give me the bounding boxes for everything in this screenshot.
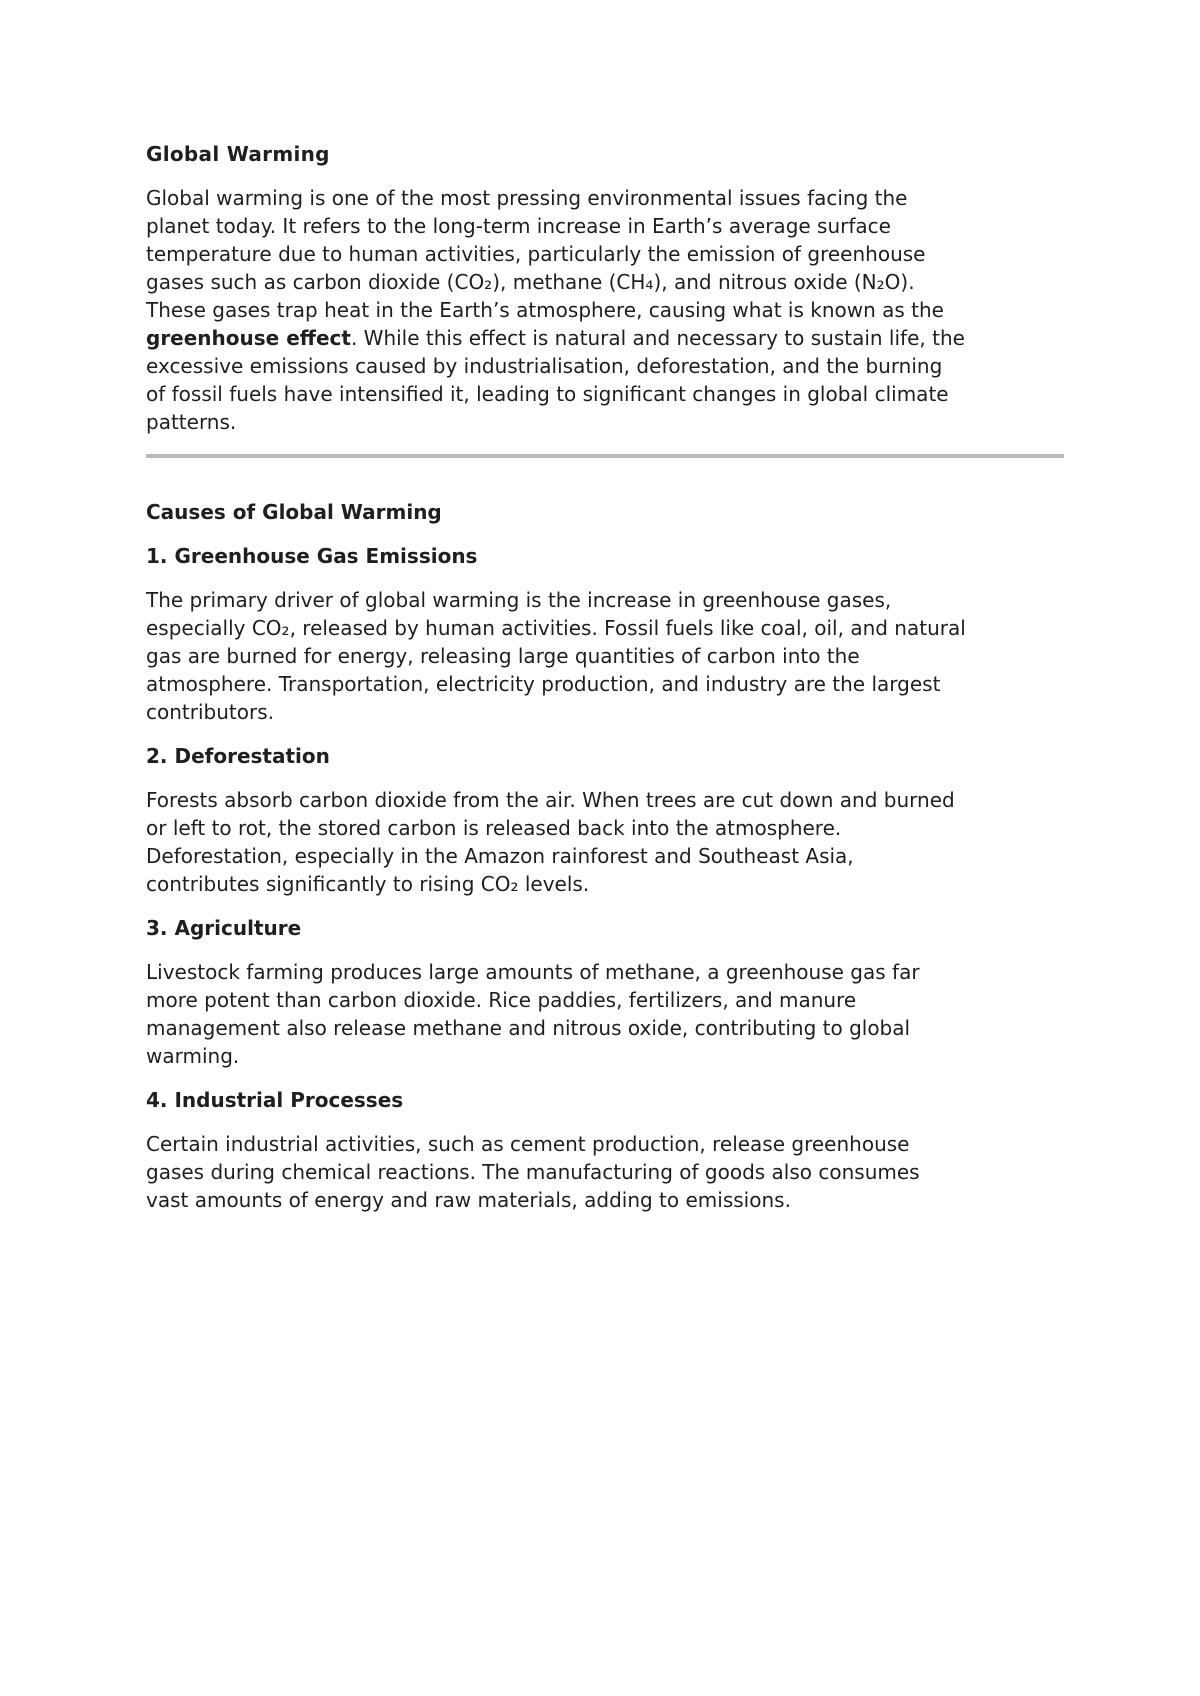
cause-heading: 2. Deforestation <box>146 744 330 768</box>
cause-paragraph <box>146 1130 1066 1214</box>
intro-line: patterns. <box>146 410 237 434</box>
greenhouse-effect-term: greenhouse effect <box>146 326 351 350</box>
cause-line: Livestock farming produces large amounts of methane, a greenhouse gas far <box>146 960 920 984</box>
intro-line-bold <box>146 324 1066 352</box>
cause-line: vast amounts of energy and raw materials, adding to emissions. <box>146 1188 791 1212</box>
cause-line: contributes significantly to rising CO₂ levels. <box>146 872 590 896</box>
cause-line: warming. <box>146 1044 240 1068</box>
cause-section <box>146 742 1066 898</box>
cause-line: gas are burned for energy, releasing large quantities of carbon into the <box>146 644 860 668</box>
intro-line: excessive emissions caused by industrialisation, deforestation, and the burning <box>146 354 943 378</box>
cause-section <box>146 542 1066 726</box>
cause-section <box>146 1086 1066 1214</box>
cause-heading: 4. Industrial Processes <box>146 1088 404 1112</box>
intro-line: gases such as carbon dioxide (CO₂), methane (CH₄), and nitrous oxide (N₂O). <box>146 270 915 294</box>
cause-line: or left to rot, the stored carbon is released back into the atmosphere. <box>146 816 842 840</box>
horizontal-divider <box>146 454 1064 458</box>
cause-line: gases during chemical reactions. The manufacturing of goods also consumes <box>146 1160 920 1184</box>
cause-line: Forests absorb carbon dioxide from the air. When trees are cut down and burned <box>146 788 955 812</box>
cause-line: Certain industrial activities, such as cement production, release greenhouse <box>146 1132 910 1156</box>
cause-line: Deforestation, especially in the Amazon rainforest and Southeast Asia, <box>146 844 854 868</box>
intro-line: Global warming is one of the most pressing environmental issues facing the <box>146 186 908 210</box>
intro-line: temperature due to human activities, particularly the emission of greenhouse <box>146 242 926 266</box>
cause-line: contributors. <box>146 700 274 724</box>
cause-line: especially CO₂, released by human activities. Fossil fuels like coal, oil, and natural <box>146 616 966 640</box>
intro-line: of fossil fuels have intensified it, leading to significant changes in global climate <box>146 382 949 406</box>
intro-line-tail: . While this effect is natural and necessary to sustain life, the <box>350 326 965 350</box>
cause-section <box>146 914 1066 1070</box>
intro-line: These gases trap heat in the Earth’s atmosphere, causing what is known as the <box>146 298 944 322</box>
cause-heading: 1. Greenhouse Gas Emissions <box>146 544 478 568</box>
cause-paragraph <box>146 586 1066 726</box>
document-title: Global Warming <box>146 142 330 166</box>
cause-paragraph <box>146 958 1066 1070</box>
document-page <box>146 140 1066 1230</box>
causes-heading: Causes of Global Warming <box>146 500 442 524</box>
cause-line: more potent than carbon dioxide. Rice paddies, fertilizers, and manure <box>146 988 857 1012</box>
cause-line: atmosphere. Transportation, electricity production, and industry are the largest <box>146 672 941 696</box>
cause-paragraph <box>146 786 1066 898</box>
cause-line: The primary driver of global warming is the increase in greenhouse gases, <box>146 588 892 612</box>
intro-paragraph <box>146 184 1066 436</box>
cause-line: management also release methane and nitrous oxide, contributing to global <box>146 1016 911 1040</box>
intro-line: planet today. It refers to the long-term increase in Earth’s average surface <box>146 214 891 238</box>
cause-heading: 3. Agriculture <box>146 916 302 940</box>
